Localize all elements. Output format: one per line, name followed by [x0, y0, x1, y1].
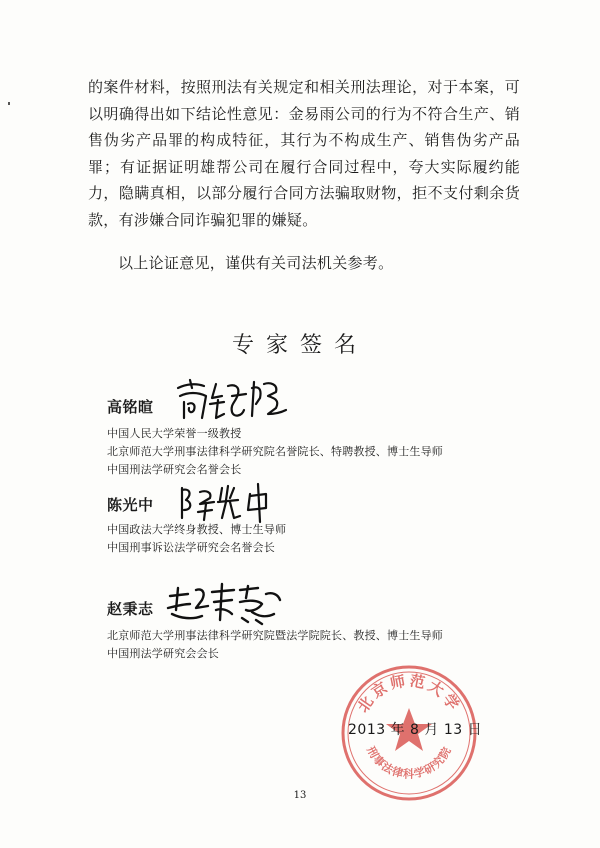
svg-text:刑事法律科学研究院: 刑事法律科学研究院: [364, 744, 454, 781]
expert-name-2: 陈光中: [107, 496, 154, 514]
signature-2-icon: [176, 480, 286, 524]
closing-paragraph: 以上论证意见，谨供有关司法机关参考。: [118, 254, 394, 272]
expert-2-title-1: 中国政法大学终身教授、博士生导师: [107, 523, 287, 536]
signature-1-icon: [172, 374, 292, 424]
expert-1-title-2: 北京师范大学刑事法律科学研究院名誉院长、特聘教授、博士生导师: [107, 445, 443, 458]
section-title: 专家签名: [231, 333, 368, 358]
expert-3-title-1: 北京师范大学刑事法律科学研究院暨法学院院长、教授、博士生导师: [107, 629, 443, 642]
signature-3-icon: [162, 580, 292, 626]
conclusion-paragraph: 的案件材料，按照刑法有关规定和相关刑法理论，对于本案，可以明确得出如下结论性意见：金易雨公司的行为不符合生产、销售伪劣产品罪的构成特征，其行为不构成生产、销售伪劣产品罪；有证据证明雄帮公司在履行合同过程中，夸大实际履约能力，隐瞒真相，以部分履行合同方法骗取财物，拒不支付剩余货款，有涉嫌合同诈骗犯罪的嫌疑。: [88, 78, 520, 229]
expert-1-title-3: 中国刑法学研究会名誉会长: [107, 463, 242, 476]
scan-mark: [8, 102, 10, 105]
expert-1-title-1: 中国人民大学荣誉一级教授: [107, 427, 242, 440]
expert-name-1: 高铭暄: [107, 398, 154, 416]
expert-3-title-2: 中国刑法学研究会会长: [107, 647, 219, 660]
document-date: 2013 年 8 月 13 日: [348, 722, 483, 738]
svg-text:北京师范大学: 北京师范大学: [353, 671, 465, 716]
expert-name-3: 赵秉志: [107, 600, 154, 618]
expert-2-title-2: 中国刑事诉讼法学研究会名誉会长: [107, 541, 275, 554]
page-number: 13: [293, 790, 307, 801]
